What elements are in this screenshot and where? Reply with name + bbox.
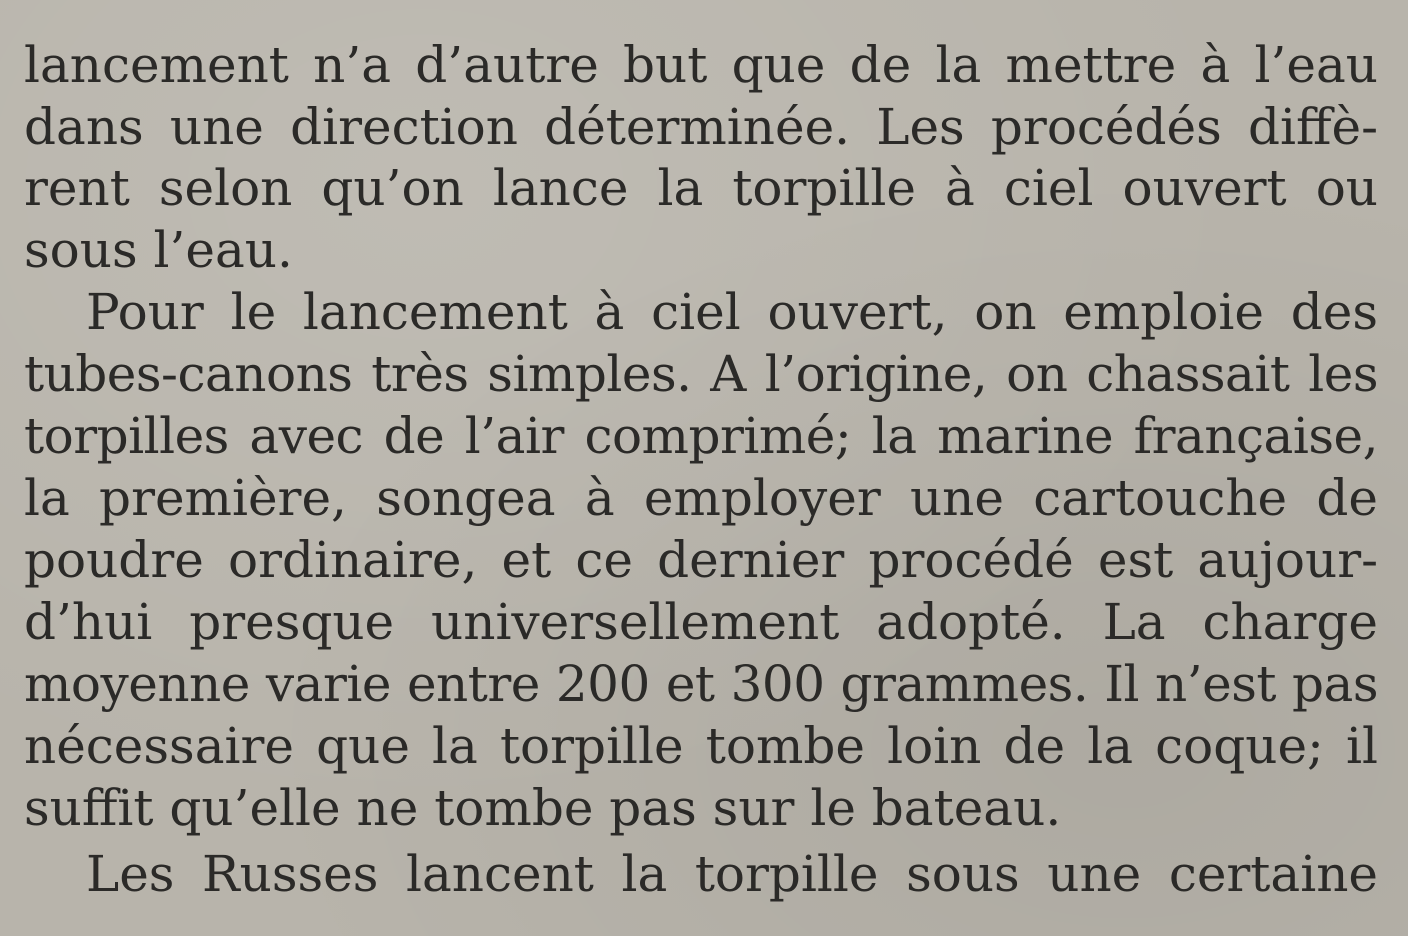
text-line: poudre ordinaire, et ce dernier procédé est aujour- — [24, 531, 1378, 589]
text-line: nécessaire que la torpille tombe loin de la coque; il — [24, 717, 1378, 775]
text-line: sous l’eau. — [24, 221, 293, 279]
text-line: moyenne varie entre 200 et 300 grammes. Il n’est pas — [24, 655, 1378, 713]
text-line: torpilles avec de l’air comprimé; la marine française, — [24, 407, 1378, 465]
text-line: d’hui presque universellement adopté. La charge — [24, 593, 1378, 651]
text-line: tubes-canons très simples. A l’origine, on chassait les — [24, 345, 1378, 403]
text-line: suffit qu’elle ne tombe pas sur le bateau. — [24, 779, 1062, 837]
text-line: Pour le lancement à ciel ouvert, on emploie des — [86, 283, 1378, 341]
text-line: lancement n’a d’autre but que de la mettre à l’eau — [24, 36, 1378, 94]
text-line: dans une direction déterminée. Les procédés diffè- — [24, 98, 1378, 156]
text-line: Les Russes lancent la torpille sous une certaine — [86, 845, 1378, 903]
text-line: rent selon qu’on lance la torpille à ciel ouvert ou — [24, 159, 1378, 217]
text-line: la première, songea à employer une cartouche de — [24, 469, 1378, 527]
